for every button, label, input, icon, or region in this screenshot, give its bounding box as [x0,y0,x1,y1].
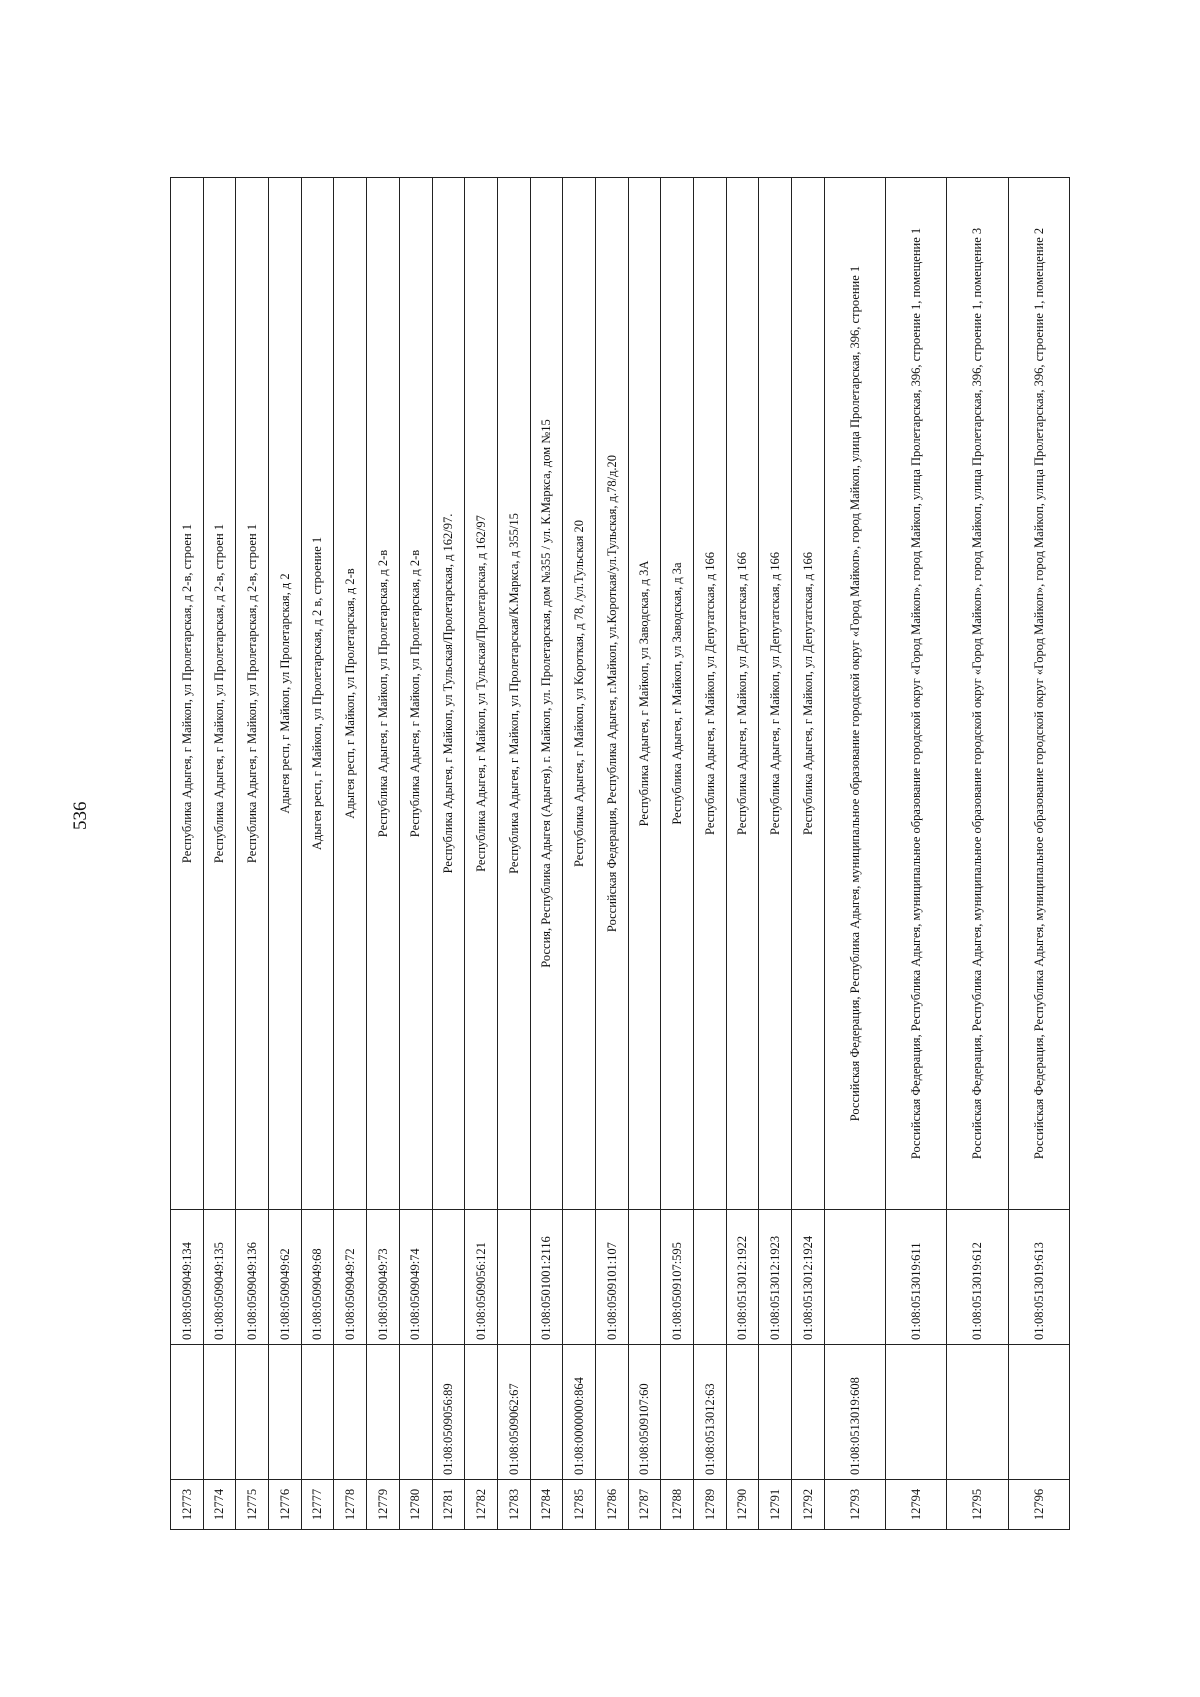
row-number-cell: 12786 [595,1480,628,1530]
table-row [694,178,727,1530]
address-cell: Республика Адыгея, г Майкоп, ул Заводская, д 3А [628,178,661,1210]
row-number-cell: 12779 [367,1480,400,1530]
building-cadastral-number-cell: 01:08:0509049:134 [171,1210,204,1345]
table-row [824,178,885,1530]
row-number-cell: 12785 [563,1480,596,1530]
cadastral-number-cell [465,1345,498,1480]
cadastral-number-cell: 01:08:0513019:608 [824,1345,885,1480]
building-cadastral-number-cell: 01:08:0513012:1924 [792,1210,825,1345]
table-row [171,178,204,1530]
table-row [726,178,759,1530]
address-cell: Республика Адыгея, г Майкоп, ул Депутатская, д 166 [694,178,727,1210]
table-row [530,178,563,1530]
table-row [628,178,661,1530]
address-cell: Российская Федерация, Республика Адыгея, муниципальное образование городской округ «Город Майкоп», город Майкоп, улица Пролетарская, 396, строение 1, помещение 1 [886,178,947,1210]
address-cell: Российская Федерация, Республика Адыгея, муниципальное образование городской округ «Город Майкоп», город Майкоп, улица Пролетарская, 396, строение 1 [824,178,885,1210]
row-number-cell: 12774 [203,1480,236,1530]
address-cell: Россия, Республика Адыгея (Адыгея), г. Майкоп, ул. Пролетарская, дом №355 / ул. К.Маркса, дом №15 [530,178,563,1210]
cadastral-number-cell [269,1345,302,1480]
row-number-cell: 12788 [661,1480,694,1530]
row-number-cell: 12789 [694,1480,727,1530]
building-cadastral-number-cell: 01:08:0509049:72 [334,1210,367,1345]
table-row [661,178,694,1530]
row-number-cell: 12790 [726,1480,759,1530]
cadastral-number-cell: 01:08:0000000:864 [563,1345,596,1480]
address-cell: Республика Адыгея, г Майкоп, ул Пролетарская, д 2-в [399,178,432,1210]
building-cadastral-number-cell: 01:08:0509101:107 [595,1210,628,1345]
row-number-cell: 12778 [334,1480,367,1530]
cadastral-number-cell [726,1345,759,1480]
registry-table [170,177,1070,1530]
cadastral-number-cell [301,1345,334,1480]
table-row [563,178,596,1530]
address-cell: Республика Адыгея, г Майкоп, ул Пролетарская, д 2-в, строен 1 [171,178,204,1210]
building-cadastral-number-cell: 01:08:0509049:135 [203,1210,236,1345]
address-cell: Республика Адыгея, г Майкоп, ул Короткая, д 78, /ул.Тульская 20 [563,178,596,1210]
cadastral-number-cell [399,1345,432,1480]
table-row [432,178,465,1530]
table-row [947,178,1008,1530]
cadastral-number-cell [334,1345,367,1480]
row-number-cell: 12787 [628,1480,661,1530]
table-row [792,178,825,1530]
address-cell: Российская Федерация, Республика Адыгея, муниципальное образование городской округ «Город Майкоп», город Майкоп, улица Пролетарская, 396, строение 1, помещение 3 [947,178,1008,1210]
table-row [236,178,269,1530]
cadastral-number-cell [947,1345,1008,1480]
building-cadastral-number-cell: 01:08:0513019:611 [886,1210,947,1345]
row-number-cell: 12776 [269,1480,302,1530]
building-cadastral-number-cell: 01:08:0501001:2116 [530,1210,563,1345]
building-cadastral-number-cell: 01:08:0513019:612 [947,1210,1008,1345]
address-cell: Республика Адыгея, г Майкоп, ул Тульская/Пролетарская, д 162/97 [465,178,498,1210]
cadastral-number-cell [661,1345,694,1480]
cadastral-number-cell: 01:08:0509056:89 [432,1345,465,1480]
address-cell: Республика Адыгея, г Майкоп, ул Пролетарская, д 2-в [367,178,400,1210]
address-cell: Республика Адыгея, г Майкоп, ул Депутатская, д 166 [792,178,825,1210]
address-cell: Адыгея респ, г Майкоп, ул Пролетарская, д 2-в [334,178,367,1210]
building-cadastral-number-cell: 01:08:0509049:68 [301,1210,334,1345]
row-number-cell: 12791 [759,1480,792,1530]
row-number-cell: 12777 [301,1480,334,1530]
building-cadastral-number-cell: 01:08:0509049:74 [399,1210,432,1345]
table-row [203,178,236,1530]
row-number-cell: 12796 [1008,1480,1069,1530]
building-cadastral-number-cell: 01:08:0509049:62 [269,1210,302,1345]
address-cell: Российская Федерация, Республика Адыгея, муниципальное образование городской округ «Город Майкоп», город Майкоп, улица Пролетарская, 396, строение 1, помещение 2 [1008,178,1069,1210]
cadastral-number-cell: 01:08:0509062:67 [497,1345,530,1480]
row-number-cell: 12794 [886,1480,947,1530]
table-row [334,178,367,1530]
page-number: 536 [70,801,91,830]
building-cadastral-number-cell [694,1210,727,1345]
building-cadastral-number-cell [628,1210,661,1345]
address-cell: Республика Адыгея, г Майкоп, ул Пролетарская/К.Маркса, д 355/15 [497,178,530,1210]
cadastral-number-cell: 01:08:0513012:63 [694,1345,727,1480]
address-cell: Республика Адыгея, г Майкоп, ул Пролетарская, д 2-в, строен 1 [236,178,269,1210]
building-cadastral-number-cell: 01:08:0513012:1923 [759,1210,792,1345]
table-row [497,178,530,1530]
row-number-cell: 12775 [236,1480,269,1530]
cadastral-number-cell [367,1345,400,1480]
table-row [399,178,432,1530]
registry-table-body [171,178,1070,1530]
address-cell: Республика Адыгея, г Майкоп, ул Пролетарская, д 2-в, строен 1 [203,178,236,1210]
cadastral-number-cell [1008,1345,1069,1480]
building-cadastral-number-cell: 01:08:0513012:1922 [726,1210,759,1345]
table-row [301,178,334,1530]
table-row [595,178,628,1530]
address-cell: Республика Адыгея, г Майкоп, ул Заводская, д 3а [661,178,694,1210]
table-row [1008,178,1069,1530]
row-number-cell: 12795 [947,1480,1008,1530]
building-cadastral-number-cell [497,1210,530,1345]
row-number-cell: 12780 [399,1480,432,1530]
cadastral-number-cell [530,1345,563,1480]
building-cadastral-number-cell: 01:08:0513019:613 [1008,1210,1069,1345]
address-cell: Адыгея респ, г Майкоп, ул Пролетарская, д 2 в, строение 1 [301,178,334,1210]
address-cell: Адыгея респ, г Майкоп, ул Пролетарская, д 2 [269,178,302,1210]
row-number-cell: 12782 [465,1480,498,1530]
address-cell: Республика Адыгея, г Майкоп, ул Тульская/Пролетарская, д 162/97. [432,178,465,1210]
building-cadastral-number-cell: 01:08:0509049:73 [367,1210,400,1345]
address-cell: Республика Адыгея, г Майкоп, ул Депутатская, д 166 [759,178,792,1210]
address-cell: Республика Адыгея, г Майкоп, ул Депутатская, д 166 [726,178,759,1210]
building-cadastral-number-cell [432,1210,465,1345]
cadastral-number-cell [759,1345,792,1480]
row-number-cell: 12781 [432,1480,465,1530]
cadastral-number-cell [595,1345,628,1480]
building-cadastral-number-cell: 01:08:0509107:595 [661,1210,694,1345]
cadastral-number-cell [236,1345,269,1480]
registry-table-container [170,178,1070,1530]
table-row [367,178,400,1530]
cadastral-number-cell [171,1345,204,1480]
building-cadastral-number-cell: 01:08:0509056:121 [465,1210,498,1345]
table-row [759,178,792,1530]
address-cell: Российская Федерация, Республика Адыгея, г.Майкоп, ул.Короткая/ул.Тульская, д.78/д.20 [595,178,628,1210]
building-cadastral-number-cell [563,1210,596,1345]
building-cadastral-number-cell [824,1210,885,1345]
building-cadastral-number-cell: 01:08:0509049:136 [236,1210,269,1345]
cadastral-number-cell: 01:08:0509107:60 [628,1345,661,1480]
table-row [465,178,498,1530]
cadastral-number-cell [792,1345,825,1480]
row-number-cell: 12793 [824,1480,885,1530]
row-number-cell: 12792 [792,1480,825,1530]
row-number-cell: 12773 [171,1480,204,1530]
table-row [269,178,302,1530]
cadastral-number-cell [886,1345,947,1480]
row-number-cell: 12784 [530,1480,563,1530]
row-number-cell: 12783 [497,1480,530,1530]
cadastral-number-cell [203,1345,236,1480]
table-row [886,178,947,1530]
